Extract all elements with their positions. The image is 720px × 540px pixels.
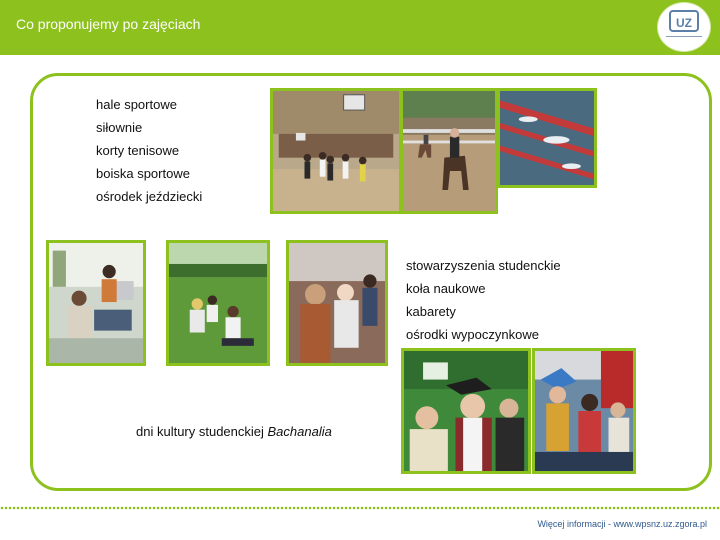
festival-crowd-photo [532, 348, 636, 474]
list-item: hale sportowe [96, 97, 177, 112]
caption-text: dni kultury studenckiej [136, 424, 268, 439]
footer-link[interactable]: Więcej informacji - www.wpsnz.uz.zgora.pl [537, 519, 707, 529]
graduation-photo [401, 348, 531, 474]
list-item: koła naukowe [406, 281, 486, 296]
student-activities-list [406, 254, 561, 346]
basketball-hall-photo [270, 88, 402, 214]
header-bar [0, 0, 720, 55]
students-computer-photo [46, 240, 146, 366]
list-item: ośrodki wypoczynkowe [406, 327, 539, 342]
caption-event-name: Bachanalia [267, 424, 332, 439]
swimming-pool-photo [497, 88, 597, 188]
university-logo [657, 2, 711, 52]
list-item: siłownie [96, 120, 143, 135]
culture-days-caption [136, 424, 332, 439]
list-item: korty tenisowe [96, 143, 180, 158]
list-item: kabarety [406, 304, 456, 319]
list-item: boiska sportowe [96, 166, 190, 181]
list-item: ośrodek jeździecki [96, 189, 203, 204]
sport-facilities-list [96, 93, 202, 208]
students-group-photo [286, 240, 388, 366]
slide-title: Co proponujemy po zajęciach [16, 16, 201, 32]
logo-mark: UZ [669, 10, 699, 32]
horse-riding-photo [400, 88, 498, 214]
students-lawn-photo [166, 240, 270, 366]
footer-divider [0, 506, 720, 510]
list-item: stowarzyszenia studenckie [406, 258, 561, 273]
logo-underline [666, 36, 702, 45]
